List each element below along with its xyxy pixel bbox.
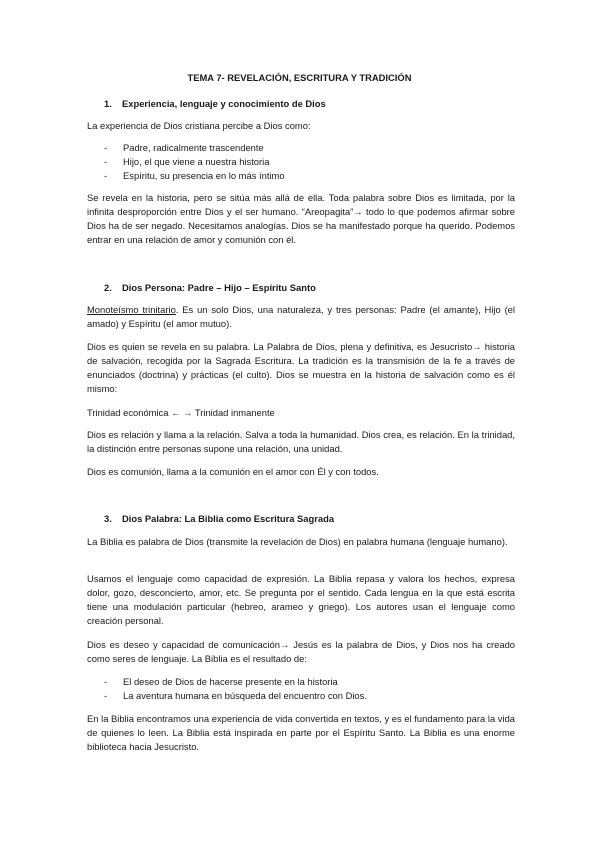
list-item: - Espíritu, su presencia en lo más íntimo	[104, 170, 285, 181]
paragraph: Trinidad económica ← → Trinidad inmanente	[87, 407, 275, 418]
paragraph: Dios es quien se revela en su palabra. La Palabra de Dios, plena y definitiva, es Jesucristo→ historia de salvación, recogida por la Sagrada Escritura. La tradición es la transmisión de la fe a través de enunciados (doctrina) y prácticas (el culto). Dios se muestra en la historia de salvación como es él mismo:	[87, 341, 515, 394]
section-3-heading	[104, 512, 334, 526]
list-item: - Padre, radicalmente trascendente	[104, 142, 264, 153]
paragraph: Usamos el lenguaje como capacidad de expresión. La Biblia repasa y valora los hechos, expresa dolor, gozo, desconcierto, amor, etc. Se pregunta por el sentido. Cada lengua en la que está escrita tiene una modulación particular (hebreo, arameo y griego). Los autores usan el lenguaje como creación personal.	[87, 573, 515, 626]
list-item: - Hijo, el que viene a nuestra historia	[104, 156, 270, 167]
page-title: TEMA 7- REVELACIÓN, ESCRITURA Y TRADICIÓN	[187, 72, 412, 83]
paragraph: Se revela en la historia, pero se sitúa más allá de ella. Toda palabra sobre Dios es limitada, por la infinita desproporción entre Dios y el ser humano. “Areopagita”→ todo lo que podemos afirmar sobre Dios ha de ser negado. Necesitamos analogías. Dios se ha manifestado porque ha querido. Podemos entrar en una relación de amor y comunión con él.	[87, 192, 515, 245]
section-title: Experiencia, lenguaje y conocimiento de Dios	[122, 98, 326, 109]
list-item: - El deseo de Dios de hacerse presente en la historia	[104, 676, 338, 687]
paragraph: Monoteísmo trinitario. Es un solo Dios, una naturaleza, y tres personas: Padre (el amante), Hijo (el amado) y Espíritu (el amor mutuo).	[87, 304, 515, 329]
section-title: Dios Persona: Padre – Hijo – Espíritu Santo	[122, 282, 316, 293]
section-number: 2.	[104, 282, 112, 293]
paragraph: La Biblia es palabra de Dios (transmite la revelación de Dios) en palabra humana (lenguaje humano).	[87, 536, 508, 547]
section-2-heading	[104, 281, 316, 295]
paragraph: Dios es deseo y capacidad de comunicación→ Jesús es la palabra de Dios, y Dios nos ha creado como seres de lenguaje. La Biblia es el resultado de:	[87, 639, 515, 664]
section-number: 1.	[104, 98, 112, 109]
paragraph: La experiencia de Dios cristiana percibe a Dios como:	[87, 120, 311, 131]
underlined-term: Monoteísmo trinitario	[87, 304, 176, 315]
section-1-heading	[104, 97, 326, 111]
section-title: Dios Palabra: La Biblia como Escritura Sagrada	[122, 513, 335, 524]
list-item: - La aventura humana en búsqueda del encuentro con Dios.	[104, 690, 367, 701]
paragraph: En la Biblia encontramos una experiencia de vida convertida en textos, y es el fundamento para la vida de quienes lo leen. La Biblia está inspirada en parte por el Espíritu Santo. La Biblia es una enorme biblioteca hacia Jesucristo.	[87, 713, 515, 752]
paragraph: Dios es relación y llama a la relación. Salva a toda la humanidad. Dios crea, es relación. En la trinidad, la distinción entre personas supone una relación, una unidad.	[87, 429, 515, 454]
section-number: 3.	[104, 513, 112, 524]
paragraph: Dios es comunión, llama a la comunión en el amor con Él y con todos.	[87, 466, 379, 477]
